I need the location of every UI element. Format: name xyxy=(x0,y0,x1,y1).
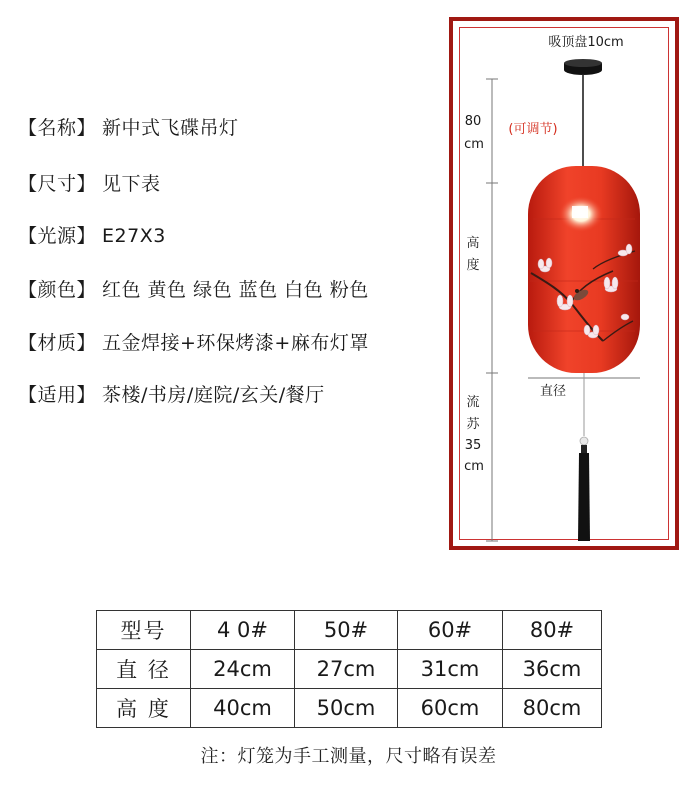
spec-key: 【颜色】 xyxy=(18,279,97,301)
table-header-cell: 高 度 xyxy=(97,689,191,728)
spec-row-name xyxy=(18,113,239,143)
spec-value: 茶楼/书房/庭院/玄关/餐厅 xyxy=(102,384,325,406)
spec-row-colors xyxy=(18,275,369,305)
spec-row-usage xyxy=(18,380,325,410)
table-cell: 27cm xyxy=(295,650,398,689)
table-cell: 60cm xyxy=(398,689,503,728)
diameter-label: 直径 xyxy=(539,384,567,399)
tassel xyxy=(578,373,590,541)
spec-row-light-source xyxy=(18,221,166,251)
spec-value: 红色 黄色 绿色 蓝色 白色 粉色 xyxy=(102,279,369,301)
tassel-label-4: cm xyxy=(464,459,484,474)
spec-row-material xyxy=(18,328,369,358)
spec-value: E27X3 xyxy=(102,225,166,247)
spec-value: 五金焊接+环保烤漆+麻布灯罩 xyxy=(102,332,369,354)
table-row-diameter xyxy=(97,650,602,689)
spec-value: 新中式飞碟吊灯 xyxy=(102,117,239,139)
spec-row-size xyxy=(18,169,161,199)
tassel-label-1: 流 xyxy=(466,395,480,410)
tassel-label-2: 苏 xyxy=(466,417,480,432)
table-cell: 80cm xyxy=(503,689,602,728)
spec-key: 【材质】 xyxy=(18,332,97,354)
dimension-line xyxy=(486,79,498,541)
height-label-1: 高 xyxy=(466,236,480,251)
table-cell: 40cm xyxy=(191,689,295,728)
table-header-cell: 型号 xyxy=(97,611,191,650)
spec-key: 【光源】 xyxy=(18,225,97,247)
chain-length-unit: cm xyxy=(464,137,484,152)
table-cell: 24cm xyxy=(191,650,295,689)
table-cell: 50cm xyxy=(295,689,398,728)
canopy xyxy=(564,59,602,75)
spec-key: 【尺寸】 xyxy=(18,173,97,195)
table-row-height xyxy=(97,689,602,728)
table-header-cell: 直 径 xyxy=(97,650,191,689)
size-table xyxy=(96,610,602,728)
measurement-footnote: 注：灯笼为手工测量，尺寸略有误差 xyxy=(200,746,497,767)
product-diagram-frame xyxy=(449,17,679,550)
tassel-label-3: 35 xyxy=(464,438,482,453)
table-cell: 50# xyxy=(295,611,398,650)
table-cell: 4 0# xyxy=(191,611,295,650)
table-cell: 60# xyxy=(398,611,503,650)
table-cell: 31cm xyxy=(398,650,503,689)
table-cell: 80# xyxy=(503,611,602,650)
lantern-diagram xyxy=(453,21,675,546)
canopy-label: 吸顶盘10cm xyxy=(548,35,624,50)
table-cell: 36cm xyxy=(503,650,602,689)
spec-key: 【适用】 xyxy=(18,384,97,406)
spec-value: 见下表 xyxy=(102,173,161,195)
adjustable-note: (可调节) xyxy=(508,122,558,137)
height-label-2: 度 xyxy=(466,258,480,273)
spec-key: 【名称】 xyxy=(18,117,97,139)
chain-length-value: 80 xyxy=(464,114,482,129)
table-row-model xyxy=(97,611,602,650)
